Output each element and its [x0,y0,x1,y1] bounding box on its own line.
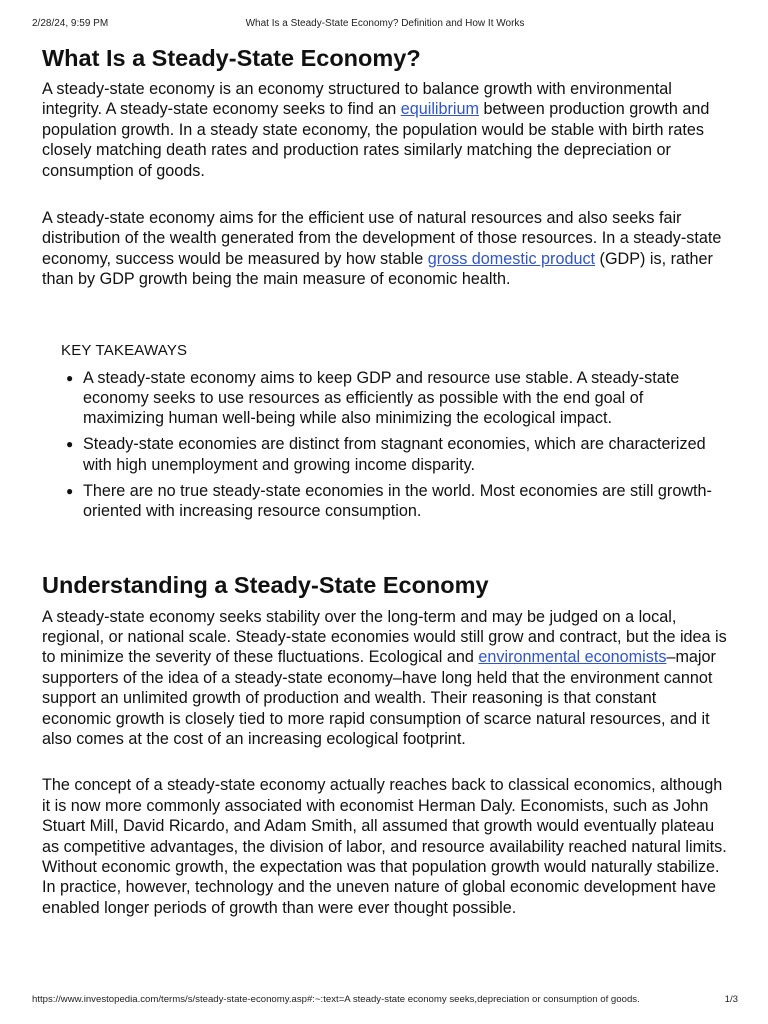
key-takeaways-list [61,368,730,522]
key-takeaways [61,342,730,522]
bullet-icon: ● [66,370,74,385]
equilibrium-link[interactable]: equilibrium [400,100,479,119]
print-header [32,18,738,32]
section2-p1-text-before: A steady-state economy seeks stability over the long-term and may be judged on a local, regional, or national scale. Steady-state economies would still grow and contract, but the idea is to minimize the severity of these fluctuations. Ecological and [42,607,727,667]
environmental-economists-link[interactable]: environmental economists [478,648,667,667]
section2-p1-text-after: –major supporters of the idea of a steady-state economy–have long held that the environment cannot support an unlimited growth of production and wealth. Their reasoning is that constant economic growth is closely tied to more rapid consumption of scarce natural resources, and it also comes at the cost of an increasing ecological footprint. [42,648,716,748]
intro-paragraph-1 [42,79,730,181]
bullet-icon: ● [66,483,74,498]
section-heading: Understanding a Steady-State Economy [42,571,489,598]
key-takeaways-heading: KEY TAKEAWAYS [61,341,188,359]
takeaway-text: Steady-state economies are distinct from stagnant economies, which are characterized with high unemployment and growing income disparity. [83,435,706,474]
intro-paragraph-2 [42,208,730,290]
intro-p1-text-after: between production growth and population growth. In a steady state economy, the population would be stable with birth rates closely matching death rates and production rates similarly matching the depreciation or consumption of goods. [42,100,710,180]
print-footer [32,994,738,1008]
list-item [66,368,730,429]
intro-p2-text-after: (GDP) is, rather than by GDP growth being the main measure of economic health. [42,249,713,289]
page-number: 1/3 [724,994,738,1005]
intro-p1-text-before: A steady-state economy is an economy structured to balance growth with environmental integrity. A steady-state economy seeks to find an [42,80,672,119]
article-title: What Is a Steady-State Economy? [42,45,421,71]
takeaway-text: A steady-state economy aims to keep GDP and resource use stable. A steady-state economy seeks to use resources as efficiently as possible with the end goal of maximizing human well-being while also minimizing the ecological impact. [83,368,680,428]
print-document-title: What Is a Steady-State Economy? Definition and How It Works [245,18,525,29]
list-item [66,481,730,522]
takeaway-text: There are no true steady-state economies in the world. Most economies are still growth-oriented with increasing resource consumption. [83,481,712,521]
section2-paragraph-2: The concept of a steady-state economy actually reaches back to classical economics, although it is now more commonly associated with economist Herman Daly. Economists, such as John Stuart Mill, David Ricardo, and Adam Smith, all assumed that growth would eventually plateau as competitive advantages, the division of labor, and resource availability reached natural limits. Without economic growth, the expectation was that population growth would naturally stabilize. In practice, however, technology and the uneven nature of global economic development have enabled longer periods of growth than were ever thought possible. [42,776,727,917]
section2-paragraph-1 [42,607,730,750]
page-url: https://www.investopedia.com/terms/s/steady-state-economy.asp#:~:text=A steady-state economy seeks,depreciation or consumption of goods. [32,994,640,1005]
intro-p2-text-before: A steady-state economy aims for the efficient use of natural resources and also seeks fair distribution of the wealth generated from the development of those resources. In a steady-state economy, success would be measured by how stable [42,209,722,268]
bullet-icon: ● [66,437,74,452]
article-content [42,44,730,918]
gdp-link[interactable]: gross domestic product [427,249,596,268]
print-date: 2/28/24, 9:59 PM [32,18,109,29]
list-item [66,434,730,475]
